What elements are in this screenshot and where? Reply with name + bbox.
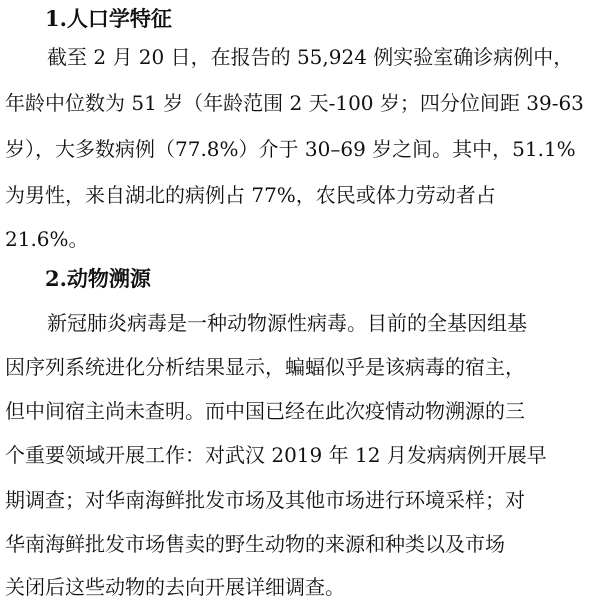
paragraph-line: 新冠肺炎病毒是一种动物源性病毒。目前的全基因组基 (47, 311, 527, 335)
paragraph-line: 因序列系统进化分析结果显示，蝙蝠似乎是该病毒的宿主， (5, 355, 525, 379)
paragraph-line: 岁），大多数病例（77.8%）介于 30–69 岁之间。其中，51.1% (5, 137, 576, 161)
paragraph-line: 为男性，来自湖北的病例占 77%，农民或体力劳动者占 (5, 183, 496, 207)
paragraph-line: 截至 2 月 20 日，在报告的 55,924 例实验室确诊病例中， (47, 45, 574, 69)
section-heading-demographics: 1.人口学特征 (45, 6, 172, 31)
paragraph-line: 关闭后这些动物的去向开展详细调查。 (5, 575, 345, 599)
section-heading-animal-origin: 2.动物溯源 (45, 266, 151, 291)
paragraph-line: 21.6%。 (5, 227, 89, 251)
paragraph-line: 期调查；对华南海鲜批发市场及其他市场进行环境采样；对 (5, 488, 525, 512)
paragraph-line: 华南海鲜批发市场售卖的野生动物的来源和种类以及市场 (5, 532, 505, 556)
paragraph-line: 年龄中位数为 51 岁（年龄范围 2 天-100 岁；四分位间距 39-63 (5, 91, 584, 115)
paragraph-line: 但中间宿主尚未查明。而中国已经在此次疫情动物溯源的三 (5, 399, 525, 423)
paragraph-line: 个重要领域开展工作：对武汉 2019 年 12 月发病病例开展早 (5, 443, 547, 467)
